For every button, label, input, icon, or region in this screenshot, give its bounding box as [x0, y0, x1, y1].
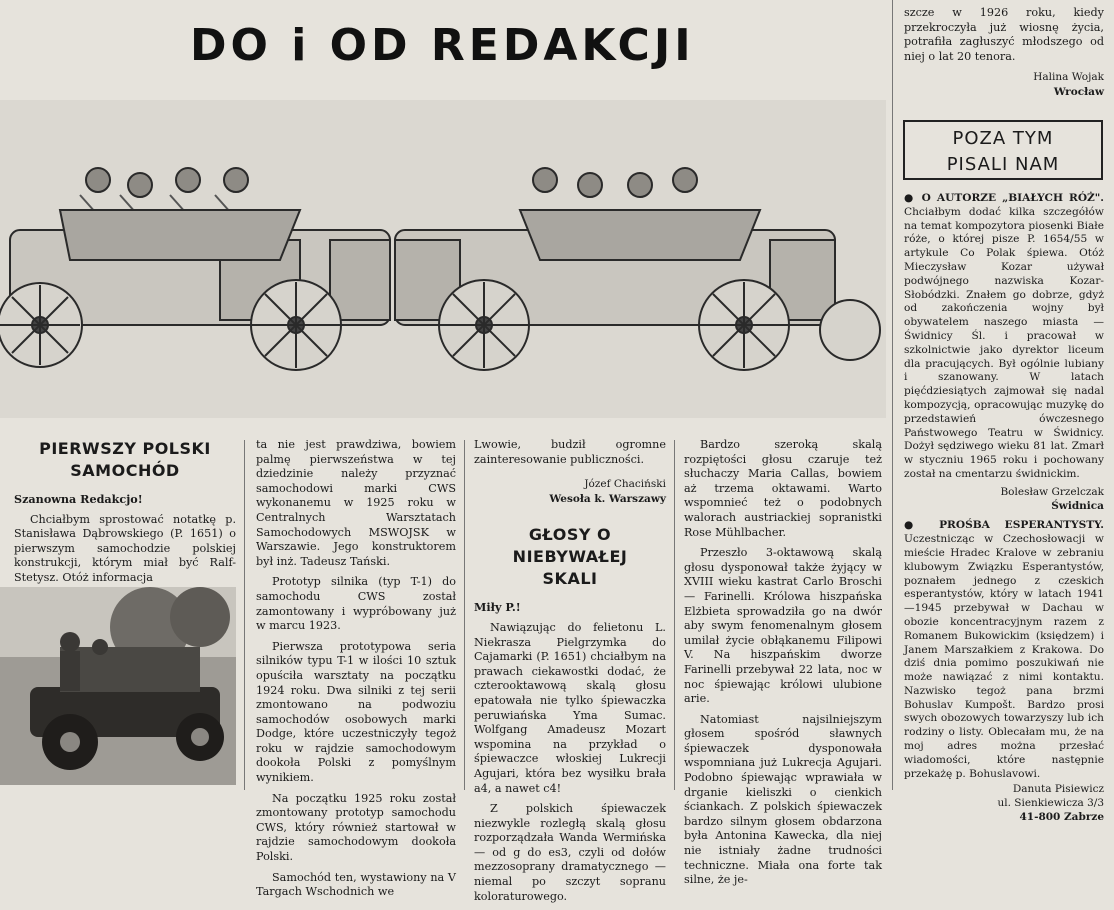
column-divider	[244, 440, 245, 790]
paragraph: ta nie jest prawdziwa, bowiem palmę pierwszeństwa w tej dziedzinie należy przyznać samochodowi marki CWS wykonanemu w 1925 roku w Centralnych Warsztatach Samochodowych MSWOJSK w Warszawie. Jego konstruktorem był inż. Tadeusz Tański.	[256, 438, 456, 568]
signature-city: Wrocław	[1053, 85, 1104, 98]
signature-city: Wesoła k. Warszawy	[549, 492, 666, 505]
paragraph: Prototyp silnika (typ T-1) do samochodu CWS został zamontowany i wypróbowany już w marcu 1923.	[256, 575, 456, 633]
paragraph: Samochód ten, wystawiony na V Targach Wschodnich we	[256, 870, 456, 899]
article-title	[474, 524, 666, 590]
column-divider	[892, 0, 893, 790]
article-right-column	[904, 192, 1104, 825]
article-cws-column-2	[256, 438, 456, 906]
title-line: GŁOSY O NIEBYWAŁEJ	[512, 525, 628, 567]
title-line: SAMOCHÓD	[70, 461, 180, 480]
item-lead: ● O AUTORZE „BIAŁYCH RÓŻ".	[904, 192, 1104, 204]
item-text: Chciałbym dodać kilka szczegółów na temat kompozytora piosenki Białe róże, o której pisze P. 1654/55 w artykule Co Polak śpiewa. Otóż Mieczysław Kozar używał podwójnego nazwiska Kozar-Słobódzki. Znałem go dobrze, gdyż od zakończenia wojny był obywatelem naszego miasta — Świdnicy Śl. i pracował w szkolnictwie jako dyrektor liceum dla pracujących. Był ogólnie lubiany i szanowany. W latach pięćdziesiątych zajmował się nadal kompozycją, opracowując muzykę do przedstawień ówczesnego Państwowego Teatru w Świdnicy. Dożył sędziwego wieku 81 lat. Zmarł w styczniu 1965 roku i pochowany został na cmentarzu świdnickim.	[904, 205, 1104, 480]
signature-address: ul. Sienkiewicza 3/3	[997, 797, 1104, 810]
right-top-column	[904, 6, 1104, 100]
signature-city: 41-800 Zabrze	[1019, 811, 1104, 824]
paragraph: Na początku 1925 roku został zmontowany prototyp samochodu CWS, który również startował w rajdzie samochodowym dookoła Polski.	[256, 791, 456, 864]
column-divider	[674, 440, 675, 790]
vintage-cars-illustration	[0, 100, 886, 418]
paragraph: Natomiast najsilniejszym głosem spośród sławnych śpiewaczek dysponowała wspomniana już Lukrecja Agujari. Podobno śpiewając wprawiała w drganie kieliszki o cienkich ściankach. Z polskich śpiewaczek bardzo silnym głosem obdarzona była Antonina Kawecka, dla niej nie istniały żadne trudności techniczne. Miała ona forte tak silne, że je-	[684, 712, 882, 887]
box-line-1: POZA TYM	[952, 128, 1054, 149]
article-title	[14, 438, 236, 482]
paragraph: Przeszło 3-oktawową skalą głosu dysponował także żyjący w XVIII wieku kastrat Carlo Broschi — Farinelli. Królowa hiszpańska Elżbieta sprowadziła go na dwór aby swym fenomenalnym głosem umilał życie obłąkanemu Filipowi V. Na hiszpańskim dworze Farinelli przebywał 22 lata, noc w noc śpiewając królowi ulubione arie.	[684, 546, 882, 706]
title-line: PIERWSZY POLSKI	[39, 439, 211, 458]
article-glosy-column-4	[684, 438, 882, 894]
paragraph: Bardzo szeroką skalą rozpiętości głosu czaruje też słuchaczy Maria Callas, bowiem aż trzema oktawami. Warto wspomnieć też o podobnych walorach austriackiej sopranistki Rose Mühlbacher.	[684, 438, 882, 539]
signature-name: Józef Chaciński	[584, 478, 666, 491]
signature-name: Bolesław Grzelczak	[1000, 485, 1104, 498]
salutation: Miły P.!	[474, 600, 521, 615]
paragraph: Chciałbym sprostować notatkę p. Stanisława Dąbrowskiego (P. 1651) o pierwszym samochodzie polskiej konstrukcji, którym miał być Ralf-Stetysz. Otóż informacja	[14, 512, 236, 584]
article-cws-column-1	[14, 438, 236, 592]
vintage-car-photo	[0, 587, 236, 785]
box-line-2: PISALI NAM	[946, 154, 1060, 175]
title-line: SKALI	[542, 569, 598, 589]
item-text: Uczestnicząc w Czechosłowacji w mieście Hradec Kralove w zebraniu klubowym Związku Esperantystów, poznałem jednego z czeskich esperantystów, który w latach 1941—1945 przebywał w Dachau w obozie koncentracyjnym razem z Romanem Bukowickim (księdzem) i Janem Marszałkiem z Krakowa. Do dziś dnia pomimo poszukiwań nie może nawiązać z nimi kontaktu. Nazwisko tegoż pana brzmi Bohuslav Kumpošt. Bardzo prosi swych obozowych towarzyszy lub ich rodziny o listy. Oblecałam mu, że na moj adres można przesłać wiadomości, które następnie przekażę p. Bohuslavowi.	[904, 533, 1104, 780]
paragraph: Lwowie, budził ogromne zainteresowanie publiczności.	[474, 438, 666, 466]
page-heading: DO i OD REDAKCJI	[190, 20, 695, 71]
article-column-3	[474, 438, 666, 910]
paragraph: Nawiązując do felietonu L. Niekrasza Pielgrzymka do Cajamarki (P. 1651) chciałbym na prawach ciekawostki dodać, że czterooktawową skalą głosu epatowała nie tylko śpiewaczka peruwiańska Yma Sumac. Wolfgang Amadeusz Mozart wspomina na przykład o śpiewaczce włoskiej Lukrecji Agujari, która bez wysiłku brała a4, a nawet c4!	[474, 620, 666, 795]
signature-city: Świdnica	[1051, 499, 1104, 512]
column-divider	[464, 440, 465, 790]
paragraph: Pierwsza prototypowa seria silników typu T-1 w ilości 10 sztuk opuściła warsztaty na początku 1924 roku. Dwa silniki z tej serii zmontowano na podwoziu samochodów osobowych marki Dodge, które uczestniczyły tegoż roku w rajdzie samochodowym dookoła Polski z pomyślnym wynikiem.	[256, 639, 456, 785]
item-lead: ● PROŚBA ESPERANTYSTY.	[904, 519, 1104, 532]
signature-name: Halina Wojak	[1033, 71, 1104, 84]
salutation: Szanowna Redakcjo!	[14, 492, 143, 506]
section-box-poza-tym	[903, 120, 1103, 180]
paragraph: Z polskich śpiewaczek niezwykle rozległą skalą głosu rozporządzała Wanda Wermińska — od g do es3, czyli od dołów mezzosoprany dramatycznego — niemal po szczyt sopranu koloraturowego.	[474, 802, 666, 903]
signature-name: Danuta Pisiewicz	[1012, 783, 1104, 796]
right-top-text: szcze w 1926 roku, kiedy przekroczyła już wiosnę życia, potrafiła zagłuszyć młodszego od niej o lat 20 tenora.	[904, 6, 1104, 63]
